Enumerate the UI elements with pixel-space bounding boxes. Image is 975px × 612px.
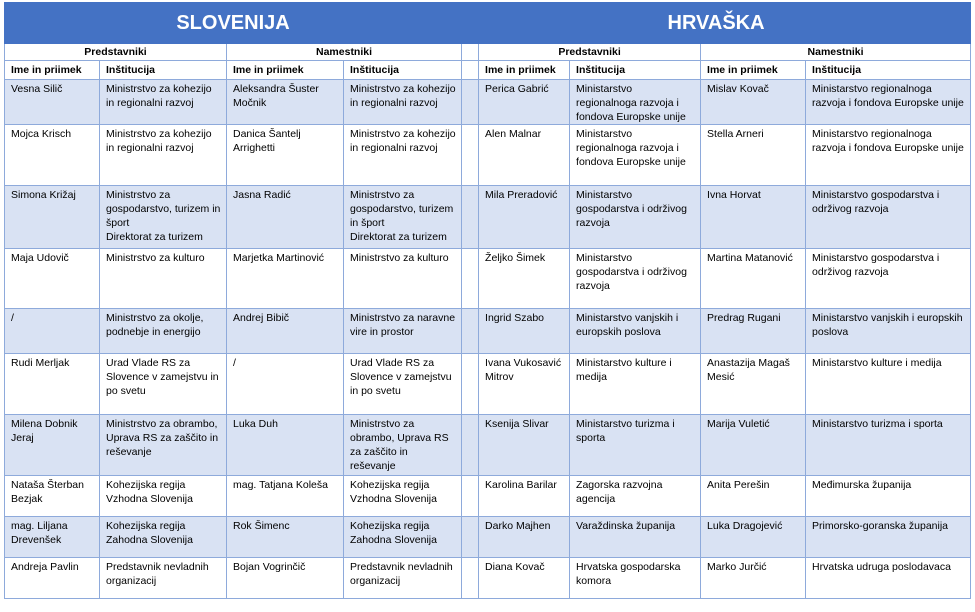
committee-members-table — [4, 2, 971, 599]
si-rep-name: Rudi Merljak — [5, 354, 100, 415]
si-rep-institution: Predstavnik nevladnih organizacij — [100, 558, 227, 599]
hr-rep-institution: Ministarstvo kulture i medija — [570, 354, 701, 415]
si-dep-institution: Kohezijska regija Vzhodna Slovenija — [344, 476, 462, 517]
hr-dep-institution: Ministarstvo turizma i sporta — [806, 415, 971, 476]
hr-dep-name: Marija Vuletić — [701, 415, 806, 476]
si-rep-institution: Ministrstvo za kulturo — [100, 249, 227, 309]
si-rep-name: Nataša Šterban Bezjak — [5, 476, 100, 517]
si-dep-name: Luka Duh — [227, 415, 344, 476]
table-row — [5, 354, 971, 415]
hr-rep-name: Alen Malnar — [479, 125, 570, 186]
hr-dep-name: Mislav Kovač — [701, 80, 806, 125]
col-header-institution: Inštitucija — [806, 61, 971, 80]
hr-rep-institution: Hrvatska gospodarska komora — [570, 558, 701, 599]
column-header-row — [5, 61, 971, 80]
hr-dep-name: Predrag Rugani — [701, 309, 806, 354]
hr-dep-institution: Ministarstvo regionalnoga razvoja i fondova Europske unije — [806, 80, 971, 125]
si-rep-institution: Kohezijska regija Vzhodna Slovenija — [100, 476, 227, 517]
hr-rep-name: Ksenija Slivar — [479, 415, 570, 476]
col-header-institution: Inštitucija — [344, 61, 462, 80]
hr-rep-name: Diana Kovač — [479, 558, 570, 599]
si-dep-institution: Ministrstvo za naravne vire in prostor — [344, 309, 462, 354]
si-dep-name: Marjetka Martinović — [227, 249, 344, 309]
hr-dep-name: Ivna Horvat — [701, 186, 806, 249]
hr-dep-name: Martina Matanović — [701, 249, 806, 309]
hr-rep-institution: Varaždinska županija — [570, 517, 701, 558]
si-dep-institution: Urad Vlade RS za Slovence v zamejstvu in po svetu — [344, 354, 462, 415]
country-title-row — [5, 3, 971, 44]
col-header-institution: Inštitucija — [570, 61, 701, 80]
hr-deputies-header: Namestniki — [701, 44, 971, 61]
si-rep-institution: Urad Vlade RS za Slovence v zamejstvu in po svetu — [100, 354, 227, 415]
col-header-name: Ime in priimek — [5, 61, 100, 80]
si-rep-name: Andreja Pavlin — [5, 558, 100, 599]
spacer-cell — [462, 354, 479, 415]
si-dep-name: Bojan Vogrinčič — [227, 558, 344, 599]
spacer-cell — [462, 44, 479, 61]
spacer-cell — [462, 186, 479, 249]
hr-rep-institution: Ministarstvo regionalnoga razvoja i fondova Europske unije — [570, 125, 701, 186]
si-representatives-header: Predstavniki — [5, 44, 227, 61]
table-row — [5, 186, 971, 249]
table-row — [5, 558, 971, 599]
si-rep-name: Maja Udovič — [5, 249, 100, 309]
hr-rep-name: Ingrid Szabo — [479, 309, 570, 354]
hr-rep-institution: Ministarstvo gospodarstva i održivog razvoja — [570, 186, 701, 249]
hr-rep-institution: Ministarstvo regionalnoga razvoja i fondova Europske unije — [570, 80, 701, 125]
table-row — [5, 415, 971, 476]
table-body — [5, 80, 971, 599]
group-header-row — [5, 44, 971, 61]
si-dep-name: Rok Šimenc — [227, 517, 344, 558]
spacer-cell — [462, 476, 479, 517]
hr-dep-name: Anastazija Magaš Mesić — [701, 354, 806, 415]
si-rep-name: Simona Križaj — [5, 186, 100, 249]
si-dep-name: mag. Tatjana Koleša — [227, 476, 344, 517]
hr-dep-name: Marko Jurčić — [701, 558, 806, 599]
spacer-cell — [462, 558, 479, 599]
si-dep-name: / — [227, 354, 344, 415]
title-hrvaska: HRVAŠKA — [462, 3, 971, 44]
col-header-name: Ime in priimek — [701, 61, 806, 80]
table-row — [5, 249, 971, 309]
si-dep-institution: Ministrstvo za kohezijo in regionalni razvoj — [344, 80, 462, 125]
hr-dep-name: Anita Perešin — [701, 476, 806, 517]
hr-dep-name: Stella Arneri — [701, 125, 806, 186]
hr-dep-name: Luka Dragojević — [701, 517, 806, 558]
table-row — [5, 517, 971, 558]
spacer-cell — [462, 80, 479, 125]
spacer-cell — [462, 249, 479, 309]
hr-dep-institution: Međimurska županija — [806, 476, 971, 517]
si-dep-name: Danica Šantelj Arrighetti — [227, 125, 344, 186]
hr-rep-name: Mila Preradović — [479, 186, 570, 249]
col-header-name: Ime in priimek — [227, 61, 344, 80]
si-rep-institution: Kohezijska regija Zahodna Slovenija — [100, 517, 227, 558]
col-header-name: Ime in priimek — [479, 61, 570, 80]
si-dep-institution: Ministrstvo za gospodarstvo, turizem in šport Direktorat za turizem — [344, 186, 462, 249]
col-header-institution: Inštitucija — [100, 61, 227, 80]
si-dep-name: Jasna Radić — [227, 186, 344, 249]
si-dep-institution: Ministrstvo za kohezijo in regionalni razvoj — [344, 125, 462, 186]
hr-dep-institution: Primorsko-goranska županija — [806, 517, 971, 558]
hr-rep-name: Željko Šimek — [479, 249, 570, 309]
si-dep-name: Andrej Bibič — [227, 309, 344, 354]
hr-rep-institution: Zagorska razvojna agencija — [570, 476, 701, 517]
hr-dep-institution: Ministarstvo vanjskih i europskih poslova — [806, 309, 971, 354]
committee-table-wrapper — [4, 2, 970, 599]
hr-rep-name: Perica Gabrić — [479, 80, 570, 125]
spacer-cell — [462, 415, 479, 476]
si-rep-name: Milena Dobnik Jeraj — [5, 415, 100, 476]
si-rep-institution: Ministrstvo za kohezijo in regionalni razvoj — [100, 125, 227, 186]
hr-dep-institution: Hrvatska udruga poslodavaca — [806, 558, 971, 599]
spacer-cell — [462, 309, 479, 354]
si-rep-name: Mojca Krisch — [5, 125, 100, 186]
table-row — [5, 125, 971, 186]
si-rep-name: mag. Liljana Drevenšek — [5, 517, 100, 558]
table-row — [5, 476, 971, 517]
si-dep-institution: Kohezijska regija Zahodna Slovenija — [344, 517, 462, 558]
hr-dep-institution: Ministarstvo regionalnoga razvoja i fondova Europske unije — [806, 125, 971, 186]
title-slovenija: SLOVENIJA — [5, 3, 462, 44]
si-rep-institution: Ministrstvo za kohezijo in regionalni razvoj — [100, 80, 227, 125]
hr-rep-name: Karolina Barilar — [479, 476, 570, 517]
hr-rep-institution: Ministarstvo vanjskih i europskih poslova — [570, 309, 701, 354]
si-dep-institution: Ministrstvo za obrambo, Uprava RS za zaščito in reševanje — [344, 415, 462, 476]
hr-dep-institution: Ministarstvo gospodarstva i održivog razvoja — [806, 186, 971, 249]
si-rep-institution: Ministrstvo za gospodarstvo, turizem in šport Direktorat za turizem — [100, 186, 227, 249]
spacer-cell — [462, 125, 479, 186]
si-dep-institution: Ministrstvo za kulturo — [344, 249, 462, 309]
si-rep-name: Vesna Silič — [5, 80, 100, 125]
spacer-cell — [462, 517, 479, 558]
hr-rep-institution: Ministarstvo gospodarstva i održivog razvoja — [570, 249, 701, 309]
si-rep-name: / — [5, 309, 100, 354]
si-dep-institution: Predstavnik nevladnih organizacij — [344, 558, 462, 599]
si-rep-institution: Ministrstvo za obrambo, Uprava RS za zaščito in reševanje — [100, 415, 227, 476]
table-row — [5, 80, 971, 125]
hr-rep-name: Ivana Vukosavić Mitrov — [479, 354, 570, 415]
si-deputies-header: Namestniki — [227, 44, 462, 61]
si-dep-name: Aleksandra Šuster Močnik — [227, 80, 344, 125]
hr-dep-institution: Ministarstvo gospodarstva i održivog razvoja — [806, 249, 971, 309]
hr-dep-institution: Ministarstvo kulture i medija — [806, 354, 971, 415]
si-rep-institution: Ministrstvo za okolje, podnebje in energijo — [100, 309, 227, 354]
table-row — [5, 309, 971, 354]
hr-representatives-header: Predstavniki — [479, 44, 701, 61]
spacer-cell — [462, 61, 479, 80]
hr-rep-institution: Ministarstvo turizma i sporta — [570, 415, 701, 476]
hr-rep-name: Darko Majhen — [479, 517, 570, 558]
